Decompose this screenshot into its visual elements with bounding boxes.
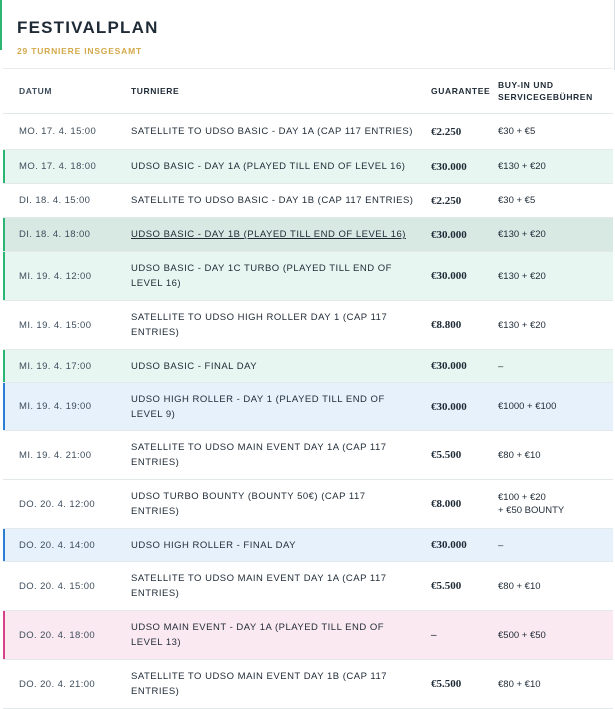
row-accent-bar — [3, 529, 5, 561]
row-buyin — [498, 360, 613, 373]
row-tournament-name: SATELLITE TO UDSO BASIC - DAY 1A (CAP 117 ENTRIES) — [131, 126, 413, 137]
row-buyin-amount: – — [498, 539, 504, 551]
row-buyin — [498, 678, 613, 691]
row-tournament-name: UDSO BASIC - FINAL DAY — [131, 360, 258, 372]
table-row[interactable] — [3, 529, 613, 562]
row-guarantee: €30.000 — [431, 539, 467, 551]
row-date: MO. 17. 4. 15:00 — [19, 126, 97, 137]
column-header-buyin-line1: BUY-IN UND — [498, 80, 554, 90]
row-date: DO. 20. 4. 15:00 — [19, 580, 96, 592]
row-date: DI. 18. 4. 15:00 — [19, 195, 91, 206]
row-tournament-name: SATELLITE TO UDSO MAIN EVENT DAY 1B (CAP 117 ENTRIES) — [131, 671, 388, 697]
row-accent-bar — [3, 252, 5, 300]
row-buyin — [498, 125, 613, 138]
row-date: DO. 20. 4. 18:00 — [19, 629, 96, 641]
row-accent-bar — [3, 350, 5, 382]
row-guarantee: €5.500 — [431, 449, 462, 461]
column-header-date: DATUM — [19, 86, 53, 96]
left-accent-bar — [0, 0, 2, 50]
row-buyin-amount: €80 + €10 — [498, 580, 541, 592]
table-row[interactable] — [3, 150, 613, 184]
row-tournament-name: UDSO BASIC - DAY 1A (PLAYED TILL END OF LEVEL 16) — [131, 161, 406, 172]
row-buyin — [498, 449, 613, 462]
row-tournament-name: SATELLITE TO UDSO MAIN EVENT DAY 1A (CAP 117 ENTRIES) — [131, 573, 387, 599]
festival-header — [17, 18, 159, 56]
table-body — [3, 114, 613, 709]
row-buyin-amount: €100 + €20 — [498, 492, 546, 503]
row-buyin — [498, 228, 613, 241]
table-row[interactable] — [3, 301, 613, 350]
row-buyin — [498, 539, 613, 552]
row-guarantee: €30.000 — [431, 400, 467, 413]
row-buyin — [498, 194, 613, 207]
row-accent-bar — [3, 383, 5, 430]
row-tournament-link[interactable]: UDSO BASIC - DAY 1B (PLAYED TILL END OF LEVEL 16) — [131, 229, 406, 240]
row-buyin-amount: €30 + €5 — [498, 195, 536, 206]
row-date: DO. 20. 4. 14:00 — [19, 539, 96, 551]
row-buyin — [498, 319, 613, 332]
row-buyin — [498, 491, 613, 517]
row-buyin-amount: – — [498, 360, 504, 372]
column-header-buyin — [498, 79, 613, 103]
row-buyin-extra: + €50 BOUNTY — [498, 505, 565, 516]
row-buyin-amount: €130 + €20 — [498, 270, 546, 282]
row-buyin — [498, 580, 613, 593]
row-date: DO. 20. 4. 12:00 — [19, 498, 96, 510]
table-row[interactable] — [3, 252, 613, 301]
row-buyin-amount: €130 + €20 — [498, 229, 546, 240]
table-row[interactable] — [3, 431, 613, 480]
row-tournament-name: SATELLITE TO UDSO MAIN EVENT DAY 1A (CAP 117 ENTRIES) — [131, 442, 387, 468]
row-date: DI. 18. 4. 18:00 — [19, 229, 91, 240]
row-tournament-name: UDSO TURBO BOUNTY (BOUNTY 50€) (CAP 117 ENTRIES) — [131, 491, 366, 517]
row-tournament-name: UDSO BASIC - DAY 1C TURBO (PLAYED TILL END OF LEVEL 16) — [131, 263, 392, 289]
row-guarantee: €8.000 — [431, 498, 462, 510]
row-buyin — [498, 400, 613, 413]
row-accent-bar — [3, 218, 5, 251]
row-guarantee: – — [431, 629, 437, 641]
row-accent-bar — [3, 150, 5, 183]
row-buyin-amount: €130 + €20 — [498, 319, 546, 331]
table-row[interactable] — [3, 218, 613, 252]
row-date: MO. 17. 4. 18:00 — [19, 161, 97, 172]
row-guarantee: €5.500 — [431, 678, 462, 690]
table-row[interactable] — [3, 184, 613, 218]
row-buyin-amount: €30 + €5 — [498, 126, 536, 137]
row-buyin-amount: €130 + €20 — [498, 161, 546, 172]
row-buyin — [498, 270, 613, 283]
row-accent-bar — [3, 611, 5, 659]
row-date: MI. 19. 4. 19:00 — [19, 401, 92, 412]
column-header-buyin-line2: SERVICEGEBÜHREN — [498, 92, 593, 102]
row-guarantee: €2.250 — [431, 194, 462, 207]
row-date: MI. 19. 4. 21:00 — [19, 449, 92, 461]
tournament-count: 29 TURNIERE INSGESAMT — [17, 46, 142, 56]
row-date: MI. 19. 4. 17:00 — [19, 360, 92, 372]
row-date: MI. 19. 4. 15:00 — [19, 319, 92, 331]
row-tournament-name: UDSO MAIN EVENT - DAY 1A (PLAYED TILL END OF LEVEL 13) — [131, 622, 385, 648]
table-row[interactable] — [3, 611, 613, 660]
row-buyin-amount: €80 + €10 — [498, 449, 541, 461]
table-row[interactable] — [3, 660, 613, 709]
table-row[interactable] — [3, 562, 613, 611]
row-tournament-name: SATELLITE TO UDSO HIGH ROLLER DAY 1 (CAP 117 ENTRIES) — [131, 312, 388, 338]
row-guarantee: €30.000 — [431, 270, 467, 282]
row-guarantee: €30.000 — [431, 360, 467, 372]
row-guarantee: €30.000 — [431, 160, 467, 173]
row-guarantee: €5.500 — [431, 580, 462, 592]
table-row[interactable] — [3, 350, 613, 383]
row-date: MI. 19. 4. 12:00 — [19, 270, 92, 282]
row-tournament-name: UDSO HIGH ROLLER - DAY 1 (PLAYED TILL END OF LEVEL 9) — [131, 393, 385, 420]
row-buyin-amount: €500 + €50 — [498, 629, 546, 641]
row-guarantee: €30.000 — [431, 228, 467, 241]
schedule-table — [3, 68, 613, 709]
row-buyin-amount: €80 + €10 — [498, 678, 541, 690]
row-guarantee: €2.250 — [431, 125, 462, 138]
row-guarantee: €8.800 — [431, 319, 462, 331]
table-row[interactable] — [3, 480, 613, 529]
row-date: DO. 20. 4. 21:00 — [19, 678, 96, 690]
column-header-tournament: TURNIERE — [131, 86, 180, 96]
table-row[interactable] — [3, 383, 613, 431]
row-buyin — [498, 629, 613, 642]
page-title: FESTIVALPLAN — [17, 18, 159, 37]
row-buyin-amount: €1000 + €100 — [498, 401, 557, 412]
row-tournament-name: SATELLITE TO UDSO BASIC - DAY 1B (CAP 117 ENTRIES) — [131, 195, 414, 206]
row-tournament-name: UDSO HIGH ROLLER - FINAL DAY — [131, 539, 296, 551]
table-row[interactable] — [3, 114, 613, 150]
column-header-guarantee: GUARANTEE — [431, 86, 491, 96]
row-buyin — [498, 160, 613, 173]
table-header — [3, 69, 613, 114]
